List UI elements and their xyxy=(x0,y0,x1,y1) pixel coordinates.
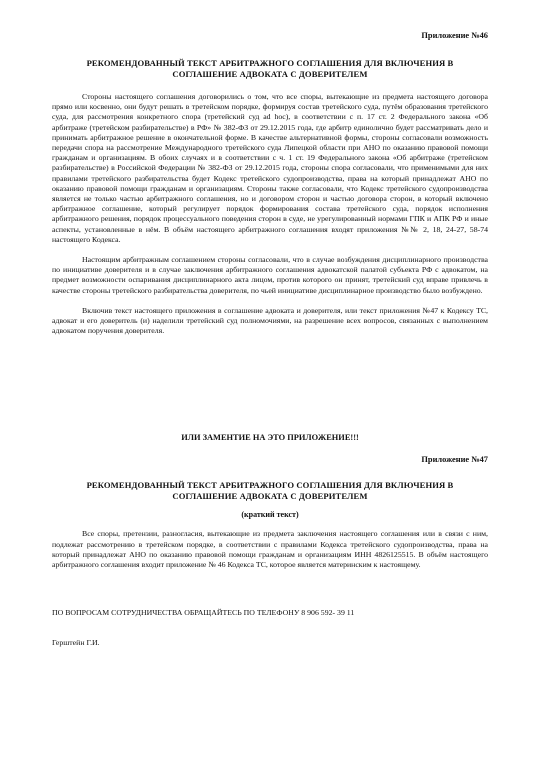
appendix-46-label: Приложение №46 xyxy=(421,31,488,40)
replace-notice: ИЛИ ЗАМЕНТИЕ НА ЭТО ПРИЛОЖЕНИЕ!!! xyxy=(181,433,359,443)
appendix-46-title: РЕКОМЕНДОВАННЫЙ ТЕКСТ АРБИТРАЖНОГО СОГЛАШЕНИЯ ДЛЯ ВКЛЮЧЕНИЯ В СОГЛАШЕНИЕ АДВОКАТА С ДОВЕРИТЕЛЕМ xyxy=(86,58,454,79)
appendix-47-title: РЕКОМЕНДОВАННЫЙ ТЕКСТ АРБИТРАЖНОГО СОГЛАШЕНИЯ ДЛЯ ВКЛЮЧЕНИЯ В СОГЛАШЕНИЕ АДВОКАТА С ДОВЕРИТЕЛЕМ xyxy=(86,480,454,501)
signature: Герштейн Г.И. xyxy=(52,638,100,648)
appendix-46-paragraph-1: Стороны настоящего соглашения договорились о том, что все споры, вытекающие из предмета настоящего договора прямо или косвенно, они будут решать в третейском порядке, формируя состав третейского суда, путём образования третейского суда, для рассмотрения конкретного спора (третейский суд ad hoc), в соответствии с п. 17 ст. 2 Федерального закона «Об арбитраже (третейском разбирательстве) в РФ» № 382-ФЗ от 29.12.2015 года, где арбитр единолично будет рассматривать дело и принимать арбитражное решение в окончательной форме. В качестве альтернативной формы, стороны согласовали возможность передачи спора на рассмотрение Международного третейского суда Липецкой области при АНО по оказанию правовой помощи гражданам и организациям. В обоих случаях и в соответствии с ч. 1 ст. 19 Федерального закона «Об арбитраже (третейском разбирательстве) в Российской Федерации № 382-ФЗ от 29.12.2015 года, стороны спора согласовали, что применимыми для них правилами третейского разбирательства будет Кодекс третейского судопроизводства, права на который принадлежат АНО по оказанию правовой помощи гражданам и организациям. Стороны также согласовали, что Кодекс третейского судопроизводства является не только частью арбитражного соглашения, но и договором сторон и частью договора сторон, в который включено арбитражное соглашение, который регулирует порядок формирования состава третейского суда, порядок исполнения арбитражного решения, порядок процессуального поведения сторон в суде, не урегулированный нормами ГПК и АПК РФ и иные аспекты, установленные в нём. В объём настоящего арбитражного соглашения входят приложения №№ 2, 18, 24-27, 58-74 настоящего Кодекса. xyxy=(52,92,488,244)
appendix-47-subtitle: (краткий текст) xyxy=(241,510,299,520)
contact-line: ПО ВОПРОСАМ СОТРУДНИЧЕСТВА ОБРАЩАЙТЕСЬ ПО ТЕЛЕФОНУ 8 906 592- 39 11 xyxy=(52,608,355,618)
appendix-47-label: Приложение №47 xyxy=(421,455,488,465)
appendix-46-paragraph-2: Настоящим арбитражным соглашением стороны согласовали, что в случае возбуждения дисциплинарного производства по инициативе доверителя и в случае заключения арбитражного соглашения адвокатской палатой субъекта РФ с адвокатом, на предмет возможности оспаривания дисциплинарного акта лицом, против которого он принят, третейский суд вправе привлечь в качестве стороны третейского разбирательства доверителя, по чьей инициативе дисциплинарное производство было возбуждено. xyxy=(52,255,488,295)
appendix-46-paragraph-3: Включив текст настоящего приложения в соглашение адвоката и доверителя, или текст приложения №47 к Кодексу ТС, адвокат и его доверитель (и) наделили третейский суд полномочиями, на разрешение всех вопросов, связанных с выполнением адвокатом поручения доверителя. xyxy=(52,305,488,336)
appendix-47-paragraph-1: Все споры, претензии, разногласия, вытекающие из предмета заключения настоящего соглашения или в связи с ним, подлежат рассмотрению в третейском порядке, в соответствии с правилами Кодекса третейского судопроизводства, права на который принадлежат АНО по оказанию правовой помощи гражданам и организациям ИНН 4826125515. В объём настоящего арбитражного соглашения входит приложение № 46 Кодекса ТС, которое является материнским к настоящему. xyxy=(52,529,488,570)
